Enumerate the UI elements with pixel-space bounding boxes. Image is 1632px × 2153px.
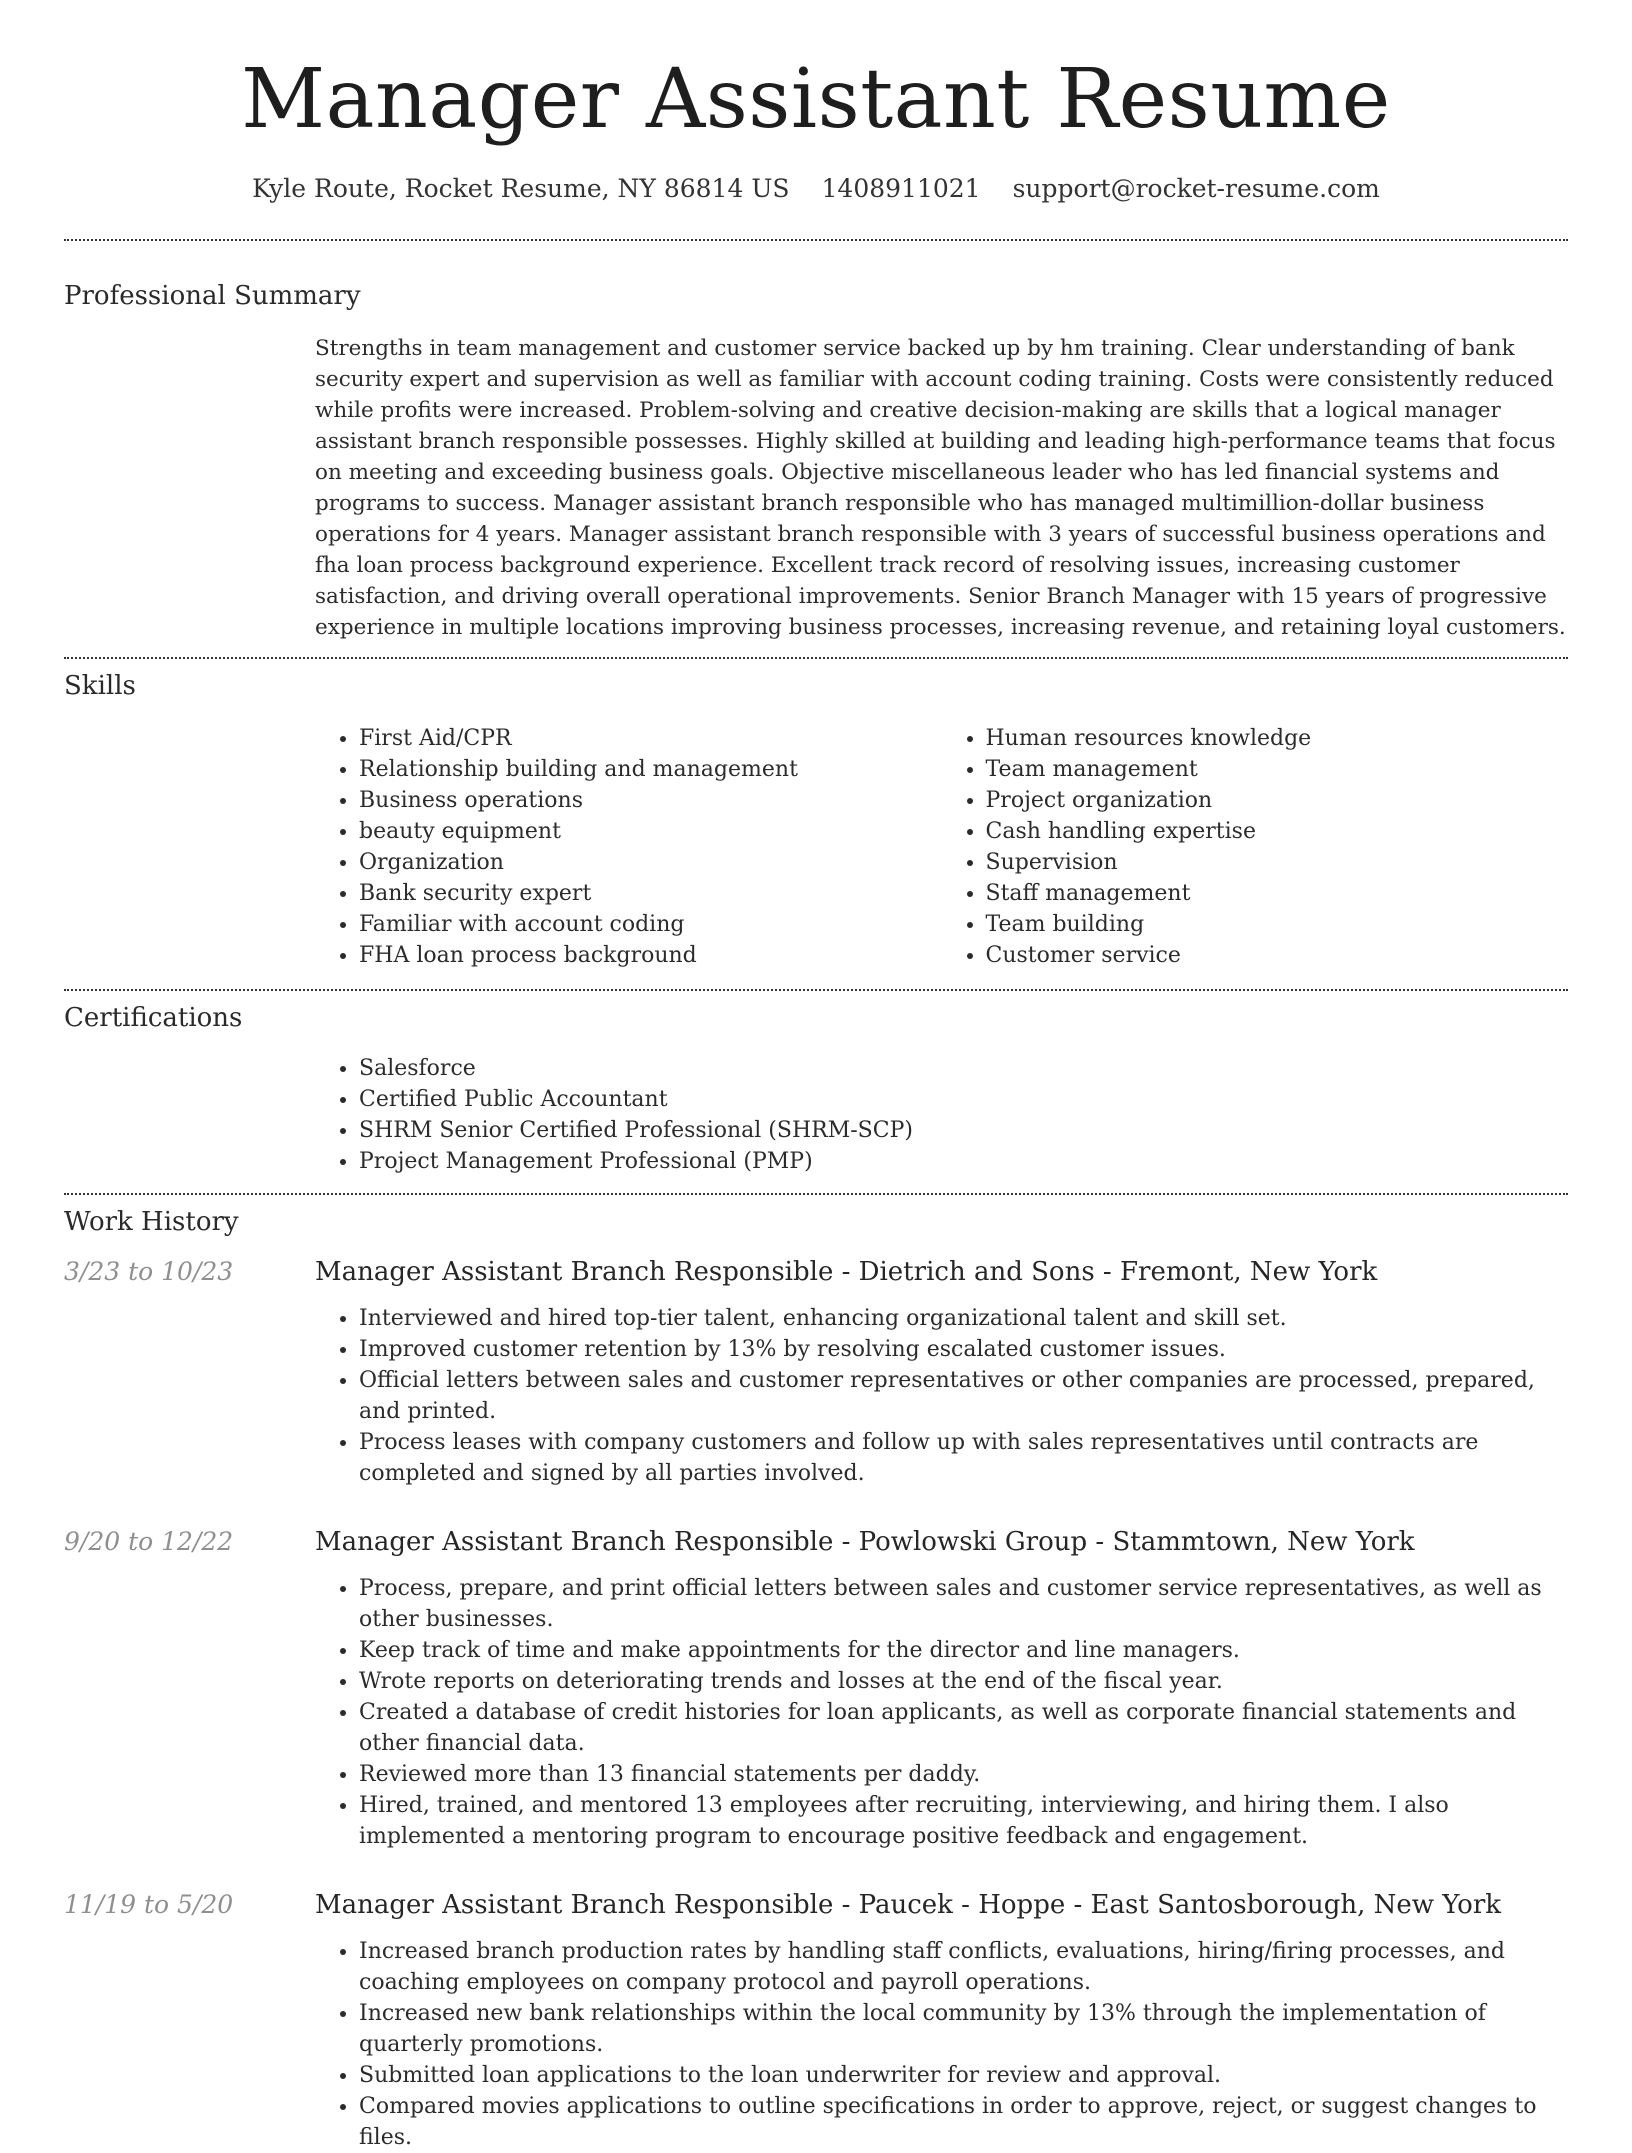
skill-item: • Staff management: [986, 878, 1569, 909]
skill-item: • Business operations: [359, 785, 942, 816]
section-title-certifications: Certifications: [64, 1003, 243, 1033]
skill-item: • Customer service: [986, 940, 1569, 971]
skill-item: • First Aid/CPR: [359, 723, 942, 754]
job-title: Manager Assistant Branch Responsible - Dietrich and Sons - Fremont, New York: [315, 1257, 1378, 1287]
skill-item: • beauty equipment: [359, 816, 942, 847]
contact-email[interactable]: support@rocket-resume.com: [1012, 174, 1380, 203]
work-history-section: [0, 1207, 1632, 2153]
certification-item: • SHRM Senior Certified Professional (SHRM-SCP): [359, 1115, 1568, 1146]
certification-item: • Salesforce: [359, 1053, 1568, 1084]
skills-list-left: [315, 723, 942, 971]
job-header: [64, 1527, 1568, 1557]
job-header: [64, 1257, 1568, 1287]
divider: [64, 989, 1568, 991]
contact-phone: 1408911021: [821, 174, 981, 203]
job-bullet: • Process, prepare, and print official letters between sales and customer service representatives, as well as other businesses.: [359, 1573, 1568, 1635]
summary-section: [0, 281, 1632, 643]
contact-address: Kyle Route, Rocket Resume, NY 86814 US: [252, 174, 790, 203]
job-bullet: • Interviewed and hired top-tier talent, enhancing organizational talent and skill set.: [359, 1303, 1568, 1334]
skill-item: • Familiar with account coding: [359, 909, 942, 940]
certifications-list: [315, 1053, 1568, 1177]
job-entry: [64, 1527, 1568, 1852]
job-title: Manager Assistant Branch Responsible - Paucek - Hoppe - East Santosborough, New York: [315, 1890, 1502, 1920]
job-bullet: • Submitted loan applications to the loan underwriter for review and approval.: [359, 2060, 1568, 2091]
section-title-skills: Skills: [64, 671, 136, 701]
section-title-summary: Professional Summary: [64, 281, 361, 311]
skill-item: • FHA loan process background: [359, 940, 942, 971]
divider: [64, 1193, 1568, 1195]
job-dates: 9/20 to 12/22: [64, 1527, 234, 1556]
job-bullet: • Increased branch production rates by handling staff conflicts, evaluations, hiring/firing processes, and coaching employees on company protocol and payroll operations.: [359, 1936, 1568, 1998]
skill-item: • Organization: [359, 847, 942, 878]
skill-item: • Relationship building and management: [359, 754, 942, 785]
skills-section: [0, 671, 1632, 971]
section-title-work-history: Work History: [64, 1207, 239, 1237]
skill-item: • Team building: [986, 909, 1569, 940]
job-bullet: • Reviewed more than 13 financial statements per daddy.: [359, 1759, 1568, 1790]
certifications-section: [0, 1003, 1632, 1177]
divider: [64, 657, 1568, 659]
job-entry: [64, 1257, 1568, 1489]
job-dates: 11/19 to 5/20: [64, 1890, 234, 1919]
job-header: [64, 1890, 1568, 1920]
skills-list-right: [942, 723, 1569, 971]
skill-item: • Human resources knowledge: [986, 723, 1569, 754]
job-bullet: • Wrote reports on deteriorating trends and losses at the end of the fiscal year.: [359, 1666, 1568, 1697]
job-entry: [64, 1890, 1568, 2153]
summary-text: Strengths in team management and customer service backed up by hm training. Clear understanding of bank security expert and supervision as well as familiar with account coding training. Costs were consistently reduced while profits were increased. Problem-solving and creative decision-making are skills that a logical manager assistant branch responsible possesses. Highly skilled at building and leading high-performance teams that focus on meeting and exceeding business goals. Objective miscellaneous leader who has led financial systems and programs to success. Manager assistant branch responsible who has managed multimillion-dollar business operations for 4 years. Manager assistant branch responsible with 3 years of successful business operations and fha loan process background experience. Excellent track record of resolving issues, increasing customer satisfaction, and driving overall operational improvements. Senior Branch Manager with 15 years of progressive experience in multiple locations improving business processes, increasing revenue, and retaining loyal customers.: [315, 336, 1566, 640]
certification-item: • Certified Public Accountant: [359, 1084, 1568, 1115]
job-title: Manager Assistant Branch Responsible - Powlowski Group - Stammtown, New York: [315, 1527, 1415, 1557]
job-bullet: • Official letters between sales and customer representatives or other companies are processed, prepared, and printed.: [359, 1365, 1568, 1427]
skill-item: • Team management: [986, 754, 1569, 785]
contact-line: [0, 174, 1632, 203]
job-list: [64, 1257, 1568, 2153]
job-dates: 3/23 to 10/23: [64, 1257, 234, 1286]
resume-header: [0, 0, 1632, 203]
job-bullet: • Increased new bank relationships within the local community by 13% through the implementation of quarterly promotions.: [359, 1998, 1568, 2060]
skill-item: • Project organization: [986, 785, 1569, 816]
job-bullet: • Created a database of credit histories for loan applicants, as well as corporate financial statements and other financial data.: [359, 1697, 1568, 1759]
job-bullet: • Improved customer retention by 13% by resolving escalated customer issues.: [359, 1334, 1568, 1365]
divider: [64, 239, 1568, 241]
skill-item: • Cash handling expertise: [986, 816, 1569, 847]
certification-item: • Project Management Professional (PMP): [359, 1146, 1568, 1177]
skill-item: • Supervision: [986, 847, 1569, 878]
job-bullet: • Hired, trained, and mentored 13 employees after recruiting, interviewing, and hiring them. I also implemented a mentoring program to encourage positive feedback and engagement.: [359, 1790, 1568, 1852]
job-bullet-list: [315, 1303, 1568, 1489]
job-bullet: • Keep track of time and make appointments for the director and line managers.: [359, 1635, 1568, 1666]
job-bullet: • Process leases with company customers and follow up with sales representatives until contracts are completed and signed by all parties involved.: [359, 1427, 1568, 1489]
skill-item: • Bank security expert: [359, 878, 942, 909]
job-bullet-list: [315, 1573, 1568, 1852]
job-bullet-list: [315, 1936, 1568, 2153]
job-bullet: • Compared movies applications to outline specifications in order to approve, reject, or suggest changes to files.: [359, 2091, 1568, 2153]
resume-title: Manager Assistant Resume: [241, 52, 1391, 147]
